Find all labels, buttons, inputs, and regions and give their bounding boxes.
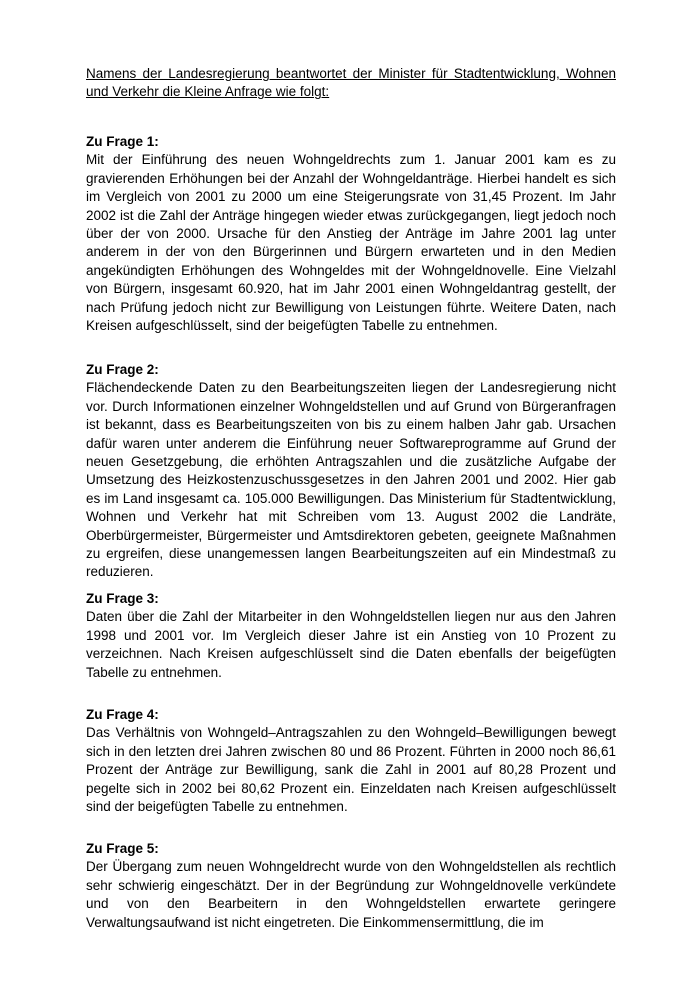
section-title: Zu Frage 1:: [86, 134, 159, 149]
section-title: Zu Frage 4:: [86, 707, 159, 722]
section-body: Das Verhältnis von Wohngeld–Antragszahlen zu den Wohngeld–Bewilligungen bewegt sich in den letzten drei Jahren zwischen 80 und 86 Prozent. Führten in 2000 noch 86,61 Prozent der Anträge zur Bewilligung, sank die Zahl in 2001 auf 80,28 Prozent und pegelte sich in 2002 bei 80,62 Prozent ein. Einzeldaten nach Kreisen aufgeschlüsselt sind der beigefügten Tabelle zu entnehmen.: [86, 725, 616, 815]
section-title: Zu Frage 2:: [86, 362, 159, 377]
section-body: Der Übergang zum neuen Wohngeldrecht wurde von den Wohngeldstellen als rechtlich sehr schwierig eingeschätzt. Der in der Begründung zur Wohngeldnovelle verkündete und von den Bearbeitern in den Wohngeldstellen erwartete geringere Verwaltungsaufwand ist nicht eingetreten. Die Einkommensermittlung, die im: [86, 859, 616, 930]
intro-paragraph: Namens der Landesregierung beantwortet der Minister für Stadtentwicklung, Wohnen und Verkehr die Kleine Anfrage wie folgt:: [86, 66, 616, 100]
document-page: [86, 65, 616, 930]
section-frage-4: [86, 706, 616, 816]
section-body: Daten über die Zahl der Mitarbeiter in den Wohngeldstellen liegen nur aus den Jahren 1998 und 2001 vor. Im Vergleich dieser Jahre ist ein Anstieg von 10 Prozent zu verzeichnen. Nach Kreisen aufgeschlüsselt sind die Daten ebenfalls der beigefügten Tabelle zu entnehmen.: [86, 609, 616, 680]
section-body: Mit der Einführung des neuen Wohngeldrechts zum 1. Januar 2001 kam es zu gravierenden Erhöhungen bei der Anzahl der Wohngeldanträge. Hierbei handelt es sich im Vergleich von 2001 zu 2000 um eine Steigerungsrate von 31,45 Prozent. Im Jahr 2002 ist die Zahl der Anträge hingegen wieder etwas zurückgegangen, liegt jedoch noch über der von 2000. Ursache für den Anstieg der Anträge im Jahre 2001 lag unter anderem in der von den Bürgerinnen und Bürgern erwarteten und in den Medien angekündigten Erhöhungen des Wohngeldes mit der Wohngeldnovelle. Eine Vielzahl von Bürgern, insgesamt 60.920, hat im Jahr 2001 einen Wohngeldantrag gestellt, der nach Prüfung jedoch nicht zur Bewilligung von Leistungen führte. Weitere Daten, nach Kreisen aufgeschlüsselt, sind der beigefügten Tabelle zu entnehmen.: [86, 152, 616, 334]
section-title: Zu Frage 3:: [86, 591, 159, 606]
section-frage-1: [86, 133, 616, 335]
section-frage-5: [86, 840, 616, 932]
section-frage-3: [86, 590, 616, 682]
section-title: Zu Frage 5:: [86, 841, 159, 856]
section-frage-2: [86, 361, 616, 582]
section-body: Flächendeckende Daten zu den Bearbeitungszeiten liegen der Landesregierung nicht vor. Durch Informationen einzelner Wohngeldstellen und auf Grund von Bürgeranfragen ist bekannt, dass es Bearbeitungszeiten von bis zu einem halben Jahr gab. Ursachen dafür waren unter anderem die Einführung neuer Softwareprogramme auf Grund der neuen Gesetzgebung, die erhöhten Antragszahlen und die zusätzliche Aufgabe der Umsetzung des Heizkostenzuschussgesetzes in den Jahren 2001 und 2002. Hier gab es im Land insgesamt ca. 105.000 Bewilligungen. Das Ministerium für Stadtentwicklung, Wohnen und Verkehr hat mit Schreiben vom 13. August 2002 die Landräte, Oberbürgermeister, Bürgermeister und Amtsdirektoren gebeten, geeignete Maßnahmen zu ergreifen, diese unangemessen langen Bearbeitungszeiten auf ein Mindestmaß zu reduzieren.: [86, 380, 616, 580]
